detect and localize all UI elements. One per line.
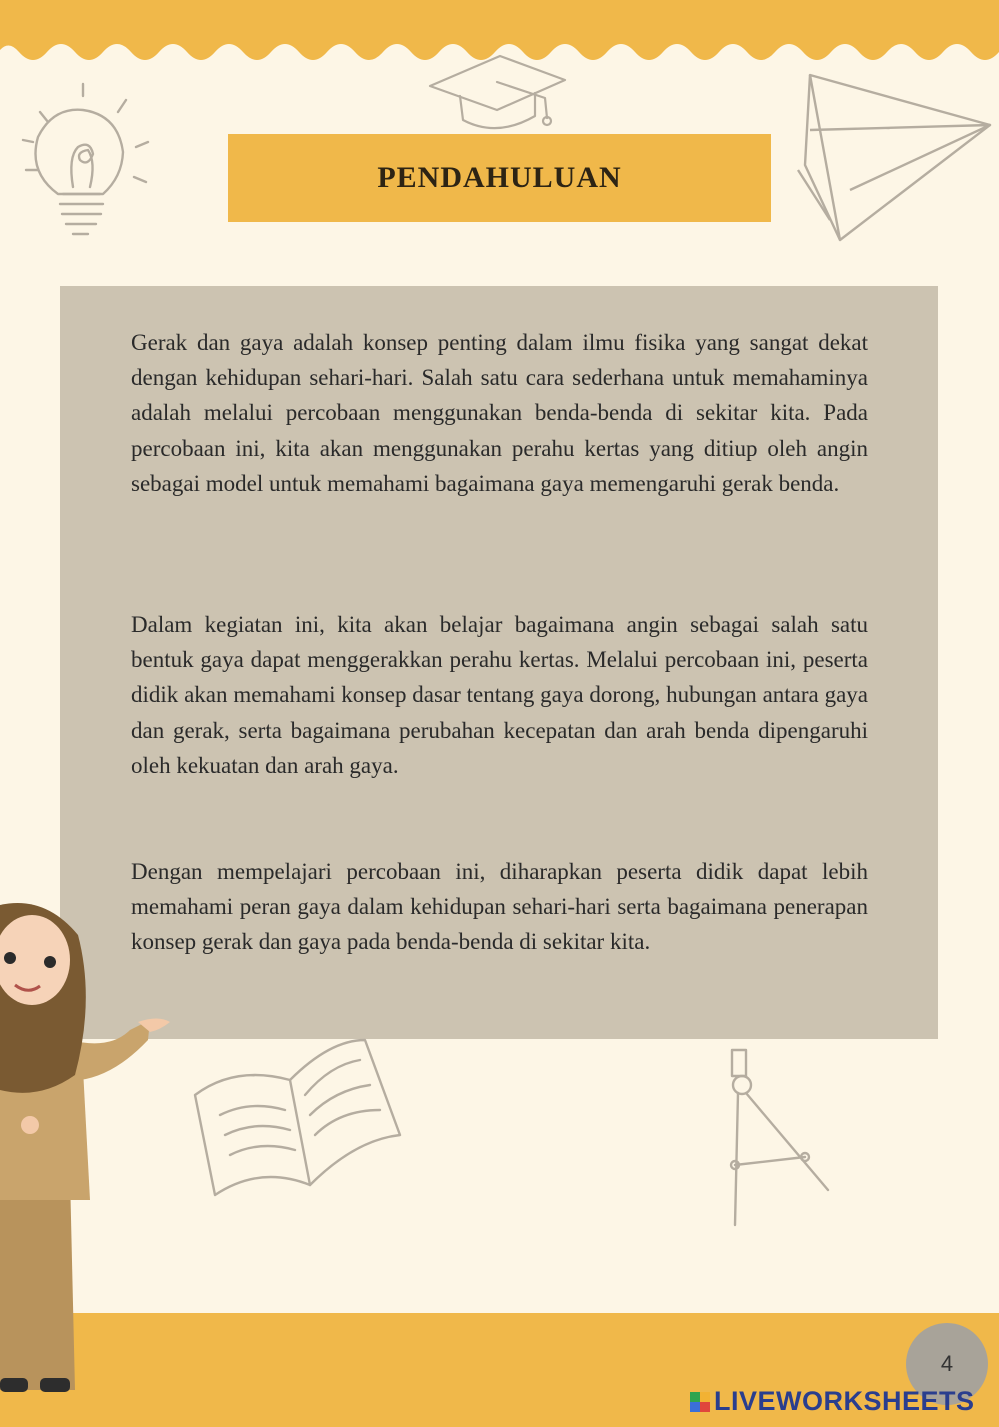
liveworksheets-brand[interactable] — [690, 1386, 975, 1417]
intro-paragraph-3: Dengan mempelajari percobaan ini, diharapkan peserta didik dapat lebih memahami peran gaya dalam kehidupan sehari-hari serta bagaimana penerapan konsep gerak dan gaya pada benda-benda di sekitar kita. — [131, 859, 868, 955]
liveworksheets-logo-icon — [690, 1392, 710, 1412]
page-number: 4 — [940, 1351, 954, 1376]
open-book-icon — [190, 1035, 410, 1200]
intro-paragraph-2: Dalam kegiatan ini, kita akan belajar bagaimana angin sebagai salah satu bentuk gaya dapat menggerakkan perahu kertas. Melalui percobaan ini, peserta didik akan memahami konsep dasar tentang gaya dorong, hubungan antara gaya dan gerak, serta bagaimana perubahan kecepatan dan arah benda dipengaruhi oleh kekuatan dan arah gaya. — [131, 612, 868, 778]
light-bulb-icon — [18, 82, 158, 247]
page-title: PENDAHULUAN — [377, 161, 622, 194]
graduation-cap-icon — [425, 48, 575, 133]
brand-text: LIVEWORKSHEETS — [714, 1386, 975, 1416]
paper-plane-icon — [790, 70, 995, 245]
intro-paragraph-1: Gerak dan gaya adalah konsep penting dalam ilmu fisika yang sangat dekat dengan kehidupan sehari-hari. Salah satu cara sederhana untuk memahaminya adalah melalui percobaan menggunakan benda-benda di sekitar kita. Pada percobaan ini, kita akan menggunakan perahu kertas yang ditiup oleh angin sebagai model untuk memahami bagaimana gaya memengaruhi gerak benda. — [131, 330, 868, 496]
compass-icon — [720, 1045, 835, 1230]
teacher-illustration — [0, 900, 175, 1400]
title-banner — [228, 134, 771, 222]
